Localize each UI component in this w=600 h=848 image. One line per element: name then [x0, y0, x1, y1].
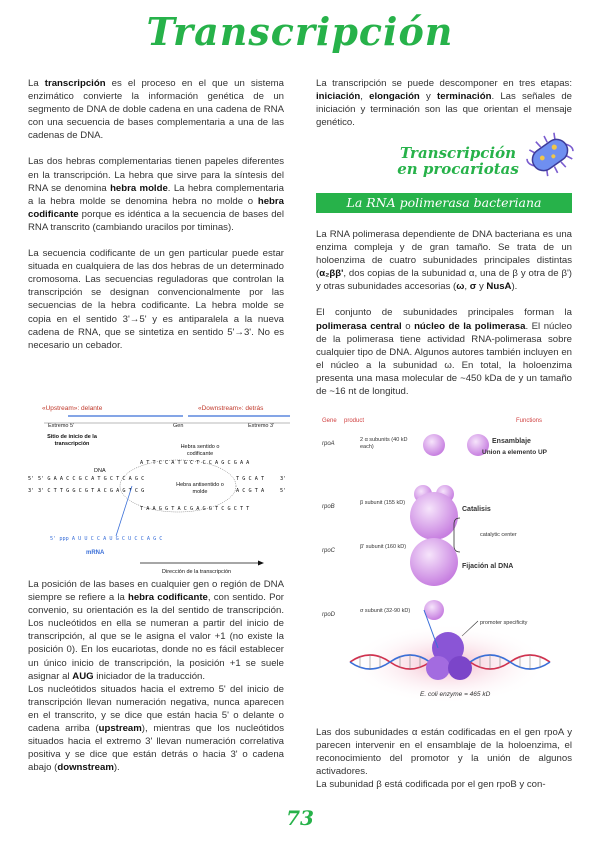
enzyme-mass: E. coli enzyme = 465 kD: [420, 691, 491, 698]
position-paragraph: La posición de las bases en cualquier gen o región de DNA siempre se refiere a la hebra codificante, con sentido. Por convenio, su orientación es la del sentido de transcripción. Los nucleótidos en ella se numeran a partir del inicio de transcripción, al que se le asigna el valor +1 (no existe la posición 0). En los eucariotas, donde no es fácil establecer un único inicio de transcripción, la posición +1 se suele asignar al AUG iniciador de la traducción.: [28, 579, 285, 682]
rna-polymerase-diagram: [320, 412, 576, 720]
func-up: Union a elemento UP: [482, 449, 548, 456]
product-rpoA: 2 α subunits (40 kD each): [360, 437, 408, 450]
end5-label: Extremo 5': [48, 423, 75, 429]
alpha-paragraph: Las dos subunidades α están codificadas en el gen rpoA y parecen intervenir en el ensamblaje de la holoenzima, el reconocimiento del promotor y la unión de algunos activadores.: [316, 727, 572, 778]
func-assembly: Ensamblaje: [492, 438, 531, 445]
left5-label: 5': [28, 476, 35, 482]
direction-label: Dirección de la transcripción: [162, 569, 232, 575]
start-site-label: Sitio de inicio de la transcripción: [47, 434, 97, 447]
left-column-bottom: [28, 578, 284, 774]
mrna-label: mRNA: [86, 550, 105, 556]
page-title: Transcripción: [146, 9, 454, 54]
gene-header: Gene: [322, 418, 337, 424]
numbering-paragraph: Los nucleótidos situados hacia el extremo 5' del inicio de transcripción llevan numeración negativa, nunca aparecen en el transcrito, y se dice que están hacia 5' o delante o cadena arriba (upstream), mientras que los nucleótidos situados hacia el extremo 3' llevan numeración correlativa positiva y se dice que están detrás o hacia 3' o cadena abajo (downstream).: [28, 683, 285, 774]
template-strand-label: Hebra antisentido o molde: [176, 482, 224, 495]
bacteria-icon: [525, 131, 575, 179]
rna-seq: 5' ppp A U U C C A U G C U C C A G C: [50, 536, 163, 542]
func-dna: Fijación al DNA: [462, 563, 514, 570]
product-rpoB: β subunit (155 kD): [360, 500, 406, 506]
gene-rpoA: rpoA: [322, 441, 335, 447]
right-column-middle: [316, 228, 572, 411]
coding-seq: A T T C C A T G C T C C A G C G A A: [140, 460, 250, 466]
right3-label: 3': [280, 476, 287, 482]
upstream-label: «Upstream»: delante: [42, 405, 103, 412]
func-catalysis: Catalisis: [462, 506, 491, 513]
downstream-label: «Downstream»: detrás: [198, 405, 264, 412]
svg-text:A C G T A: A C G T A: [236, 488, 265, 494]
product-header: product: [344, 418, 365, 424]
gene-rpoB: rpoB: [322, 504, 335, 510]
left3-label: 3': [28, 488, 35, 494]
svg-text:T G C A T: T G C A T: [236, 476, 265, 482]
section-heading: Transcripción en procariotas: [397, 144, 519, 178]
right-column-bottom: [316, 726, 572, 791]
coding-sequence-paragraph: La secuencia codificante de un gen particular puede estar situada en cualquiera de las dos hebras de un determinado cromosoma. Las secuencias reguladoras que controlan la transcripción se designan convencionalmente por las secuencias de la hebra codificante. La hebra molde se copia en el sentido 3'→5' y es antiparalela a la nueva cadena de RNA, que se sintetiza en sentido 5'→3'. No es necesario un cebador.: [28, 248, 284, 351]
end3-label: Extremo 3': [248, 423, 275, 429]
seq-top: 5' G A A C C G C A T G C T C A G C: [38, 476, 145, 482]
coding-strand-label: Hebra sentido o codificante: [180, 444, 220, 457]
polymerase-paragraph: La RNA polimerasa dependiente de DNA bacteriana es una enzima compleja y de gran tamaño. Se trata de un holoenzima de cuatro subunidades principales distintas (α₂ββ', dos copias de la subunidad α, una de β y otra de β') y otras subunidades accesorias (ω, σ y NusA).: [316, 229, 572, 293]
transcription-diagram: [28, 398, 292, 576]
strands-paragraph: Las dos hebras complementarias tienen papeles diferentes en la transcripción. La hebra que sirve para la síntesis del RNA se denomina hebra molde. La hebra complementaria a la hebra molde se denomina hebra no molde o hebra codificante porque es idéntica a la secuencia de bases del RNA transcrito (cambiando uracilos por timinas).: [28, 156, 284, 233]
gene-rpoD: rpoD: [322, 612, 336, 618]
dna-label: DNA: [94, 468, 106, 474]
seq-bottom: 3' C T T G G C G T A C G A G T C G: [38, 488, 145, 494]
beta-paragraph: La subunidad β está codificada por el gen rpoB y con-: [316, 779, 546, 791]
gen-label: Gen: [173, 423, 184, 429]
functions-header: Functions: [516, 418, 543, 424]
subsection-bar: La RNA polimerasa bacteriana: [316, 193, 572, 213]
stages-paragraph: La transcripción se puede descomponer en tres etapas: iniciación, elongación y terminación. Las señales de iniciación y terminación son las que orientan el mensaje genético.: [316, 78, 572, 129]
product-rpoC: β' subunit (160 kD): [360, 544, 407, 550]
gene-rpoC: rpoC: [322, 548, 336, 554]
func-catalytic: catalytic center: [480, 532, 517, 538]
page-number: 73: [286, 806, 314, 830]
template-seq: T A A G G T A C G A G G T C G C T T: [140, 506, 250, 512]
left-column-top: [28, 77, 284, 365]
intro-paragraph: La transcripción es el proceso en el que un sistema enzimático convierte la información genética de un segmento de DNA de doble cadena en una cadena de RNA con una secuencia de bases complementaria a una de las cadenas de DNA.: [28, 78, 284, 142]
right5-label: 5': [280, 488, 287, 494]
product-rpoD: σ subunit (32-90 kD): [360, 608, 411, 614]
func-promoter: promoter specificity: [480, 620, 528, 626]
core-paragraph: El conjunto de subunidades principales forman la polimerasa central o núcleo de la polimerasa. El núcleo de la polimerasa tiene actividad RNA-polimerasa sobre cualquier tipo de DNA. Algunos autores también incluyen en el núcleo a la subunidad ω. En total, la holoenzima presenta una masa molecular de ~450 kDa de y un tamaño de ~16 nt de longitud.: [316, 307, 572, 398]
